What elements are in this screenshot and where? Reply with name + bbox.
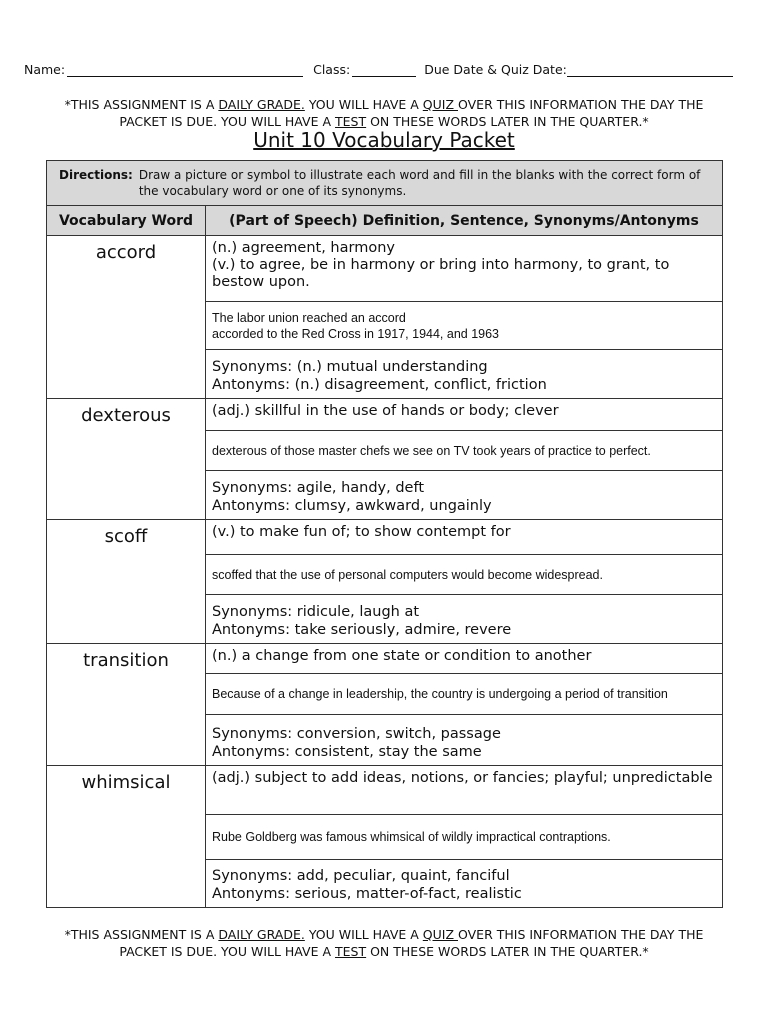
- notice-text: *THIS ASSIGNMENT IS A: [64, 97, 219, 112]
- class-blank[interactable]: [352, 62, 416, 77]
- synonyms-antonyms-cell: [206, 715, 723, 766]
- due-date-label: Due Date & Quiz Date:: [424, 62, 567, 77]
- due-date-blank[interactable]: [567, 62, 733, 77]
- antonyms-label: Antonyms:: [212, 377, 291, 393]
- vocab-word: accord: [47, 236, 206, 399]
- antonyms-label: Antonyms:: [212, 886, 291, 902]
- notice-text: OVER THIS INFORMATION THE DAY THE: [458, 97, 704, 112]
- synonyms-label: Synonyms:: [212, 359, 293, 375]
- definition-cell: (adj.) subject to add ideas, notions, or fancies; playful; unpredictable: [206, 766, 723, 815]
- student-info-line: [24, 62, 736, 77]
- synonyms-text: ridicule, laugh at: [292, 604, 420, 620]
- antonyms-label: Antonyms:: [212, 622, 291, 638]
- antonyms-text: clumsy, awkward, ungainly: [290, 498, 492, 514]
- notice-test: TEST: [335, 944, 367, 959]
- name-label: Name:: [24, 62, 66, 77]
- sentence-cell[interactable]: The labor union reached an accord accorded to the Red Cross in 1917, 1944, and 1963: [206, 302, 723, 350]
- synonyms-antonyms-cell: [206, 350, 723, 399]
- notice-text: PACKET IS DUE. YOU WILL HAVE A: [119, 114, 336, 129]
- synonyms-text: conversion, switch, passage: [292, 726, 501, 742]
- notice-text: ON THESE WORDS LATER IN THE QUARTER.*: [366, 944, 649, 959]
- notice-test: TEST: [335, 114, 367, 129]
- definition-cell: (adj.) skillful in the use of hands or body; clever: [206, 399, 723, 431]
- sentence-cell[interactable]: dexterous of those master chefs we see on TV took years of practice to perfect.: [206, 431, 723, 471]
- notice-daily-grade: DAILY GRADE.: [218, 97, 305, 112]
- definition-cell: (n.) a change from one state or condition to another: [206, 644, 723, 674]
- vocab-word: transition: [47, 644, 206, 766]
- antonyms-label: Antonyms:: [212, 744, 291, 760]
- vocab-word: scoff: [47, 520, 206, 644]
- synonyms-antonyms-cell: [206, 595, 723, 644]
- directions-label: Directions:: [59, 168, 133, 182]
- notice-text: OVER THIS INFORMATION THE DAY THE: [458, 927, 704, 942]
- definition-cell: (n.) agreement, harmony (v.) to agree, be in harmony or bring into harmony, to grant, to bestow upon.: [206, 236, 723, 302]
- antonyms-text: take seriously, admire, revere: [290, 622, 512, 638]
- notice-text: YOU WILL HAVE A: [304, 97, 423, 112]
- column-header-word: Vocabulary Word: [47, 206, 206, 236]
- vocabulary-table: [46, 160, 723, 908]
- notice-quiz: QUIZ: [422, 97, 458, 112]
- sentence-cell[interactable]: Rube Goldberg was famous whimsical of wildly impractical contraptions.: [206, 815, 723, 860]
- notice-text: YOU WILL HAVE A: [304, 927, 423, 942]
- synonyms-label: Synonyms:: [212, 604, 293, 620]
- synonyms-antonyms-cell: [206, 860, 723, 908]
- antonyms-text: (n.) disagreement, conflict, friction: [290, 377, 547, 393]
- notice-top: [24, 96, 744, 130]
- class-label: Class:: [313, 62, 351, 77]
- notice-bottom: [24, 926, 744, 960]
- directions-row: [47, 161, 723, 206]
- sentence-cell[interactable]: scoffed that the use of personal computers would become widespread.: [206, 555, 723, 595]
- synonyms-antonyms-cell: [206, 471, 723, 520]
- synonyms-text: add, peculiar, quaint, fanciful: [292, 868, 510, 884]
- sentence-cell[interactable]: Because of a change in leadership, the country is undergoing a period of transition: [206, 674, 723, 715]
- name-blank[interactable]: [67, 62, 303, 77]
- vocab-word: dexterous: [47, 399, 206, 520]
- antonyms-text: consistent, stay the same: [290, 744, 482, 760]
- page-title: Unit 10 Vocabulary Packet: [253, 128, 515, 152]
- antonyms-label: Antonyms:: [212, 498, 291, 514]
- synonyms-text: (n.) mutual understanding: [292, 359, 488, 375]
- definition-cell: (v.) to make fun of; to show contempt for: [206, 520, 723, 555]
- synonyms-label: Synonyms:: [212, 480, 293, 496]
- antonyms-text: serious, matter-of-fact, realistic: [290, 886, 522, 902]
- notice-quiz: QUIZ: [422, 927, 458, 942]
- directions-text: Draw a picture or symbol to illustrate each word and fill in the blanks with the correct form of the vocabulary word or one of its synonyms.: [138, 168, 701, 198]
- column-header-detail: (Part of Speech) Definition, Sentence, Synonyms/Antonyms: [206, 206, 723, 236]
- notice-daily-grade: DAILY GRADE.: [218, 927, 305, 942]
- vocab-word: whimsical: [47, 766, 206, 908]
- synonyms-text: agile, handy, deft: [292, 480, 425, 496]
- notice-text: PACKET IS DUE. YOU WILL HAVE A: [119, 944, 336, 959]
- notice-text: ON THESE WORDS LATER IN THE QUARTER.*: [366, 114, 649, 129]
- notice-text: *THIS ASSIGNMENT IS A: [64, 927, 219, 942]
- synonyms-label: Synonyms:: [212, 726, 293, 742]
- synonyms-label: Synonyms:: [212, 868, 293, 884]
